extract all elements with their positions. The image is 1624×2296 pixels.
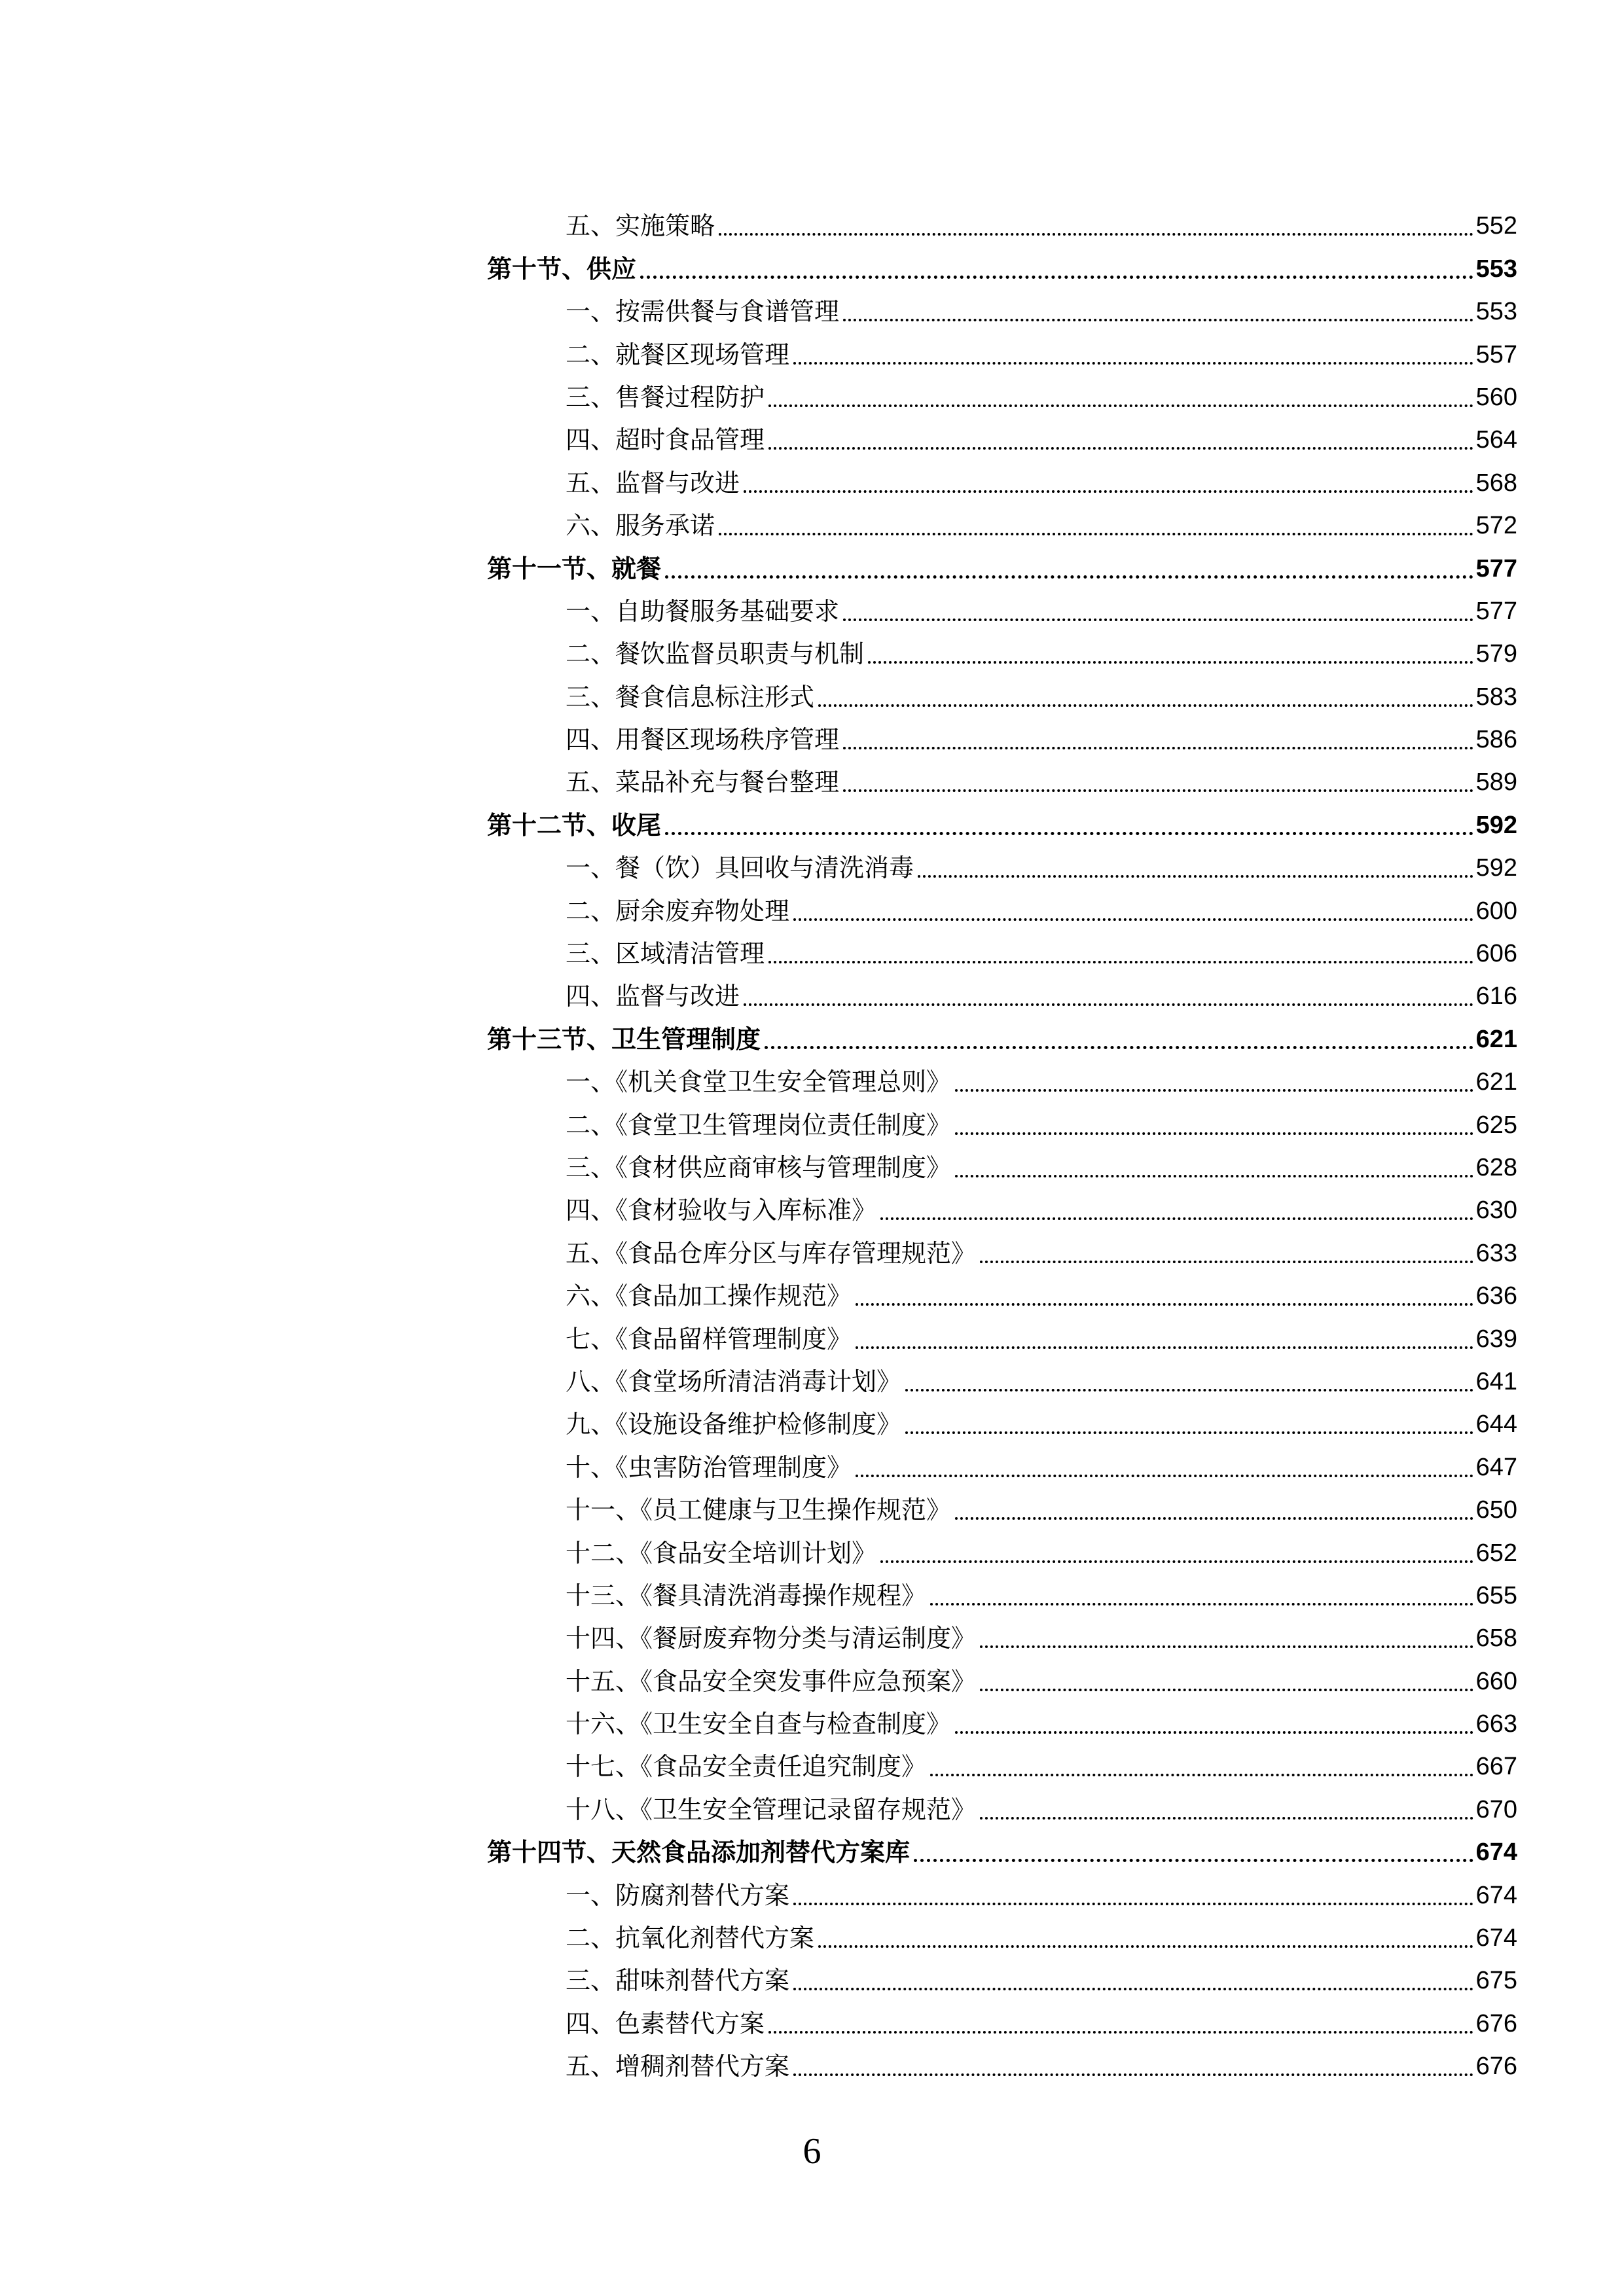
toc-section-entry[interactable] (487, 798, 1517, 841)
toc-subsection-entry[interactable] (487, 1355, 1517, 1398)
dot-leader (765, 1046, 1473, 1049)
toc-subsection-entry[interactable] (487, 585, 1517, 628)
toc-entry-title: 十二、《食品安全培训计划》 (566, 1538, 877, 1568)
toc-entry-title: 十八、《卫生安全管理记录留存规范》 (566, 1795, 977, 1824)
dot-leader (856, 1346, 1473, 1349)
dot-leader (955, 1517, 1473, 1520)
toc-entry-page: 568 (1475, 469, 1517, 497)
toc-entry-title: 三、餐食信息标注形式 (566, 682, 815, 711)
toc-entry-title: 五、《食品仓库分区与库存管理规范》 (566, 1238, 977, 1268)
toc-entry-title: 七、《食品留样管理制度》 (566, 1324, 852, 1354)
toc-subsection-entry[interactable] (487, 1484, 1517, 1526)
toc-subsection-entry[interactable] (487, 842, 1517, 884)
toc-entry-page: 616 (1475, 982, 1517, 1011)
toc-entry-page: 557 (1475, 340, 1517, 368)
dot-leader (843, 619, 1473, 621)
toc-entry-page: 676 (1475, 2053, 1517, 2081)
toc-entry-page: 675 (1475, 1967, 1517, 1995)
dot-leader (980, 1689, 1473, 1691)
toc-entry-page: 667 (1475, 1753, 1517, 1781)
dot-leader (665, 832, 1473, 835)
toc-entry-page: 552 (1475, 212, 1517, 240)
dot-leader (955, 1731, 1473, 1734)
toc-entry-page: 663 (1475, 1710, 1517, 1738)
dot-leader (719, 233, 1473, 236)
table-of-contents (487, 200, 1517, 2083)
toc-entry-page: 636 (1475, 1282, 1517, 1310)
dot-leader (918, 875, 1473, 878)
toc-entry-title: 十四、《餐厨废弃物分类与清运制度》 (566, 1624, 977, 1653)
toc-entry-page: 644 (1475, 1410, 1517, 1439)
toc-entry-title: 一、《机关食堂卫生安全管理总则》 (566, 1067, 952, 1097)
dot-leader (930, 1603, 1473, 1605)
toc-entry-title: 三、《食材供应商审核与管理制度》 (566, 1153, 952, 1182)
toc-entry-title: 九、《设施设备维护检修制度》 (566, 1410, 902, 1439)
dot-leader (880, 1560, 1473, 1563)
toc-entry-page: 670 (1475, 1795, 1517, 1823)
toc-subsection-entry[interactable] (487, 1184, 1517, 1227)
dot-leader (880, 1217, 1473, 1220)
toc-entry-title: 二、《食堂卫生管理岗位责任制度》 (566, 1110, 952, 1139)
toc-entry-title: 三、甜味剂替代方案 (566, 1966, 790, 1996)
toc-subsection-entry[interactable] (487, 499, 1517, 542)
toc-section-entry[interactable] (487, 542, 1517, 584)
dot-leader (914, 1859, 1473, 1862)
toc-entry-title: 第十一节、就餐 (487, 554, 662, 583)
toc-entry-page: 606 (1475, 940, 1517, 968)
toc-subsection-entry[interactable] (487, 1912, 1517, 1954)
toc-entry-page: 674 (1475, 1881, 1517, 1909)
toc-entry-page: 660 (1475, 1667, 1517, 1695)
toc-entry-page: 633 (1475, 1239, 1517, 1267)
toc-entry-title: 第十四节、天然食品添加剂替代方案库 (487, 1838, 911, 1867)
dot-leader (719, 533, 1473, 535)
dot-leader (843, 319, 1473, 321)
dot-leader (793, 362, 1473, 365)
dot-leader (905, 1389, 1473, 1391)
dot-leader (930, 1774, 1473, 1776)
toc-subsection-entry[interactable] (487, 970, 1517, 1013)
toc-entry-page: 628 (1475, 1153, 1517, 1181)
dot-leader (843, 789, 1473, 792)
toc-subsection-entry[interactable] (487, 884, 1517, 927)
toc-entry-page: 577 (1475, 554, 1517, 583)
toc-entry-title: 五、菜品补充与餐台整理 (566, 768, 840, 797)
toc-entry-page: 592 (1475, 854, 1517, 882)
toc-entry-title: 十七、《食品安全责任追究制度》 (566, 1752, 927, 1782)
toc-entry-page: 553 (1475, 255, 1517, 283)
toc-subsection-entry[interactable] (487, 1783, 1517, 1825)
toc-subsection-entry[interactable] (487, 414, 1517, 456)
dot-leader (744, 490, 1473, 493)
toc-subsection-entry[interactable] (487, 1698, 1517, 1740)
toc-entry-title: 六、《食品加工操作规范》 (566, 1282, 852, 1311)
toc-entry-page: 560 (1475, 383, 1517, 411)
toc-subsection-entry[interactable] (487, 1227, 1517, 1269)
toc-entry-page: 647 (1475, 1453, 1517, 1481)
toc-subsection-entry[interactable] (487, 1270, 1517, 1312)
dot-leader (843, 747, 1473, 749)
dot-leader (868, 661, 1473, 664)
dot-leader (818, 1945, 1473, 1948)
toc-subsection-entry[interactable] (487, 756, 1517, 798)
dot-leader (793, 2073, 1473, 2076)
toc-subsection-entry[interactable] (487, 1398, 1517, 1441)
toc-entry-title: 一、按需供餐与食谱管理 (566, 297, 840, 327)
toc-subsection-entry[interactable] (487, 1612, 1517, 1655)
toc-entry-title: 十、《虫害防治管理制度》 (566, 1452, 852, 1482)
toc-subsection-entry[interactable] (487, 371, 1517, 414)
toc-entry-title: 五、实施策略 (566, 211, 715, 241)
toc-subsection-entry[interactable] (487, 456, 1517, 499)
toc-entry-page: 674 (1475, 1839, 1517, 1867)
dot-leader (768, 404, 1473, 407)
toc-entry-title: 二、就餐区现场管理 (566, 340, 790, 369)
toc-subsection-entry[interactable] (487, 1526, 1517, 1569)
toc-entry-title: 三、售餐过程防护 (566, 382, 765, 412)
toc-subsection-entry[interactable] (487, 1869, 1517, 1911)
toc-subsection-entry[interactable] (487, 1570, 1517, 1612)
toc-subsection-entry[interactable] (487, 670, 1517, 713)
toc-entry-title: 五、增稠剂替代方案 (566, 2052, 790, 2081)
toc-entry-title: 一、防腐剂替代方案 (566, 1880, 790, 1910)
toc-entry-page: 641 (1475, 1367, 1517, 1395)
dot-leader (856, 1303, 1473, 1306)
dot-leader (955, 1089, 1473, 1092)
toc-entry-title: 第十节、供应 (487, 254, 637, 283)
dot-leader (793, 918, 1473, 921)
toc-entry-page: 676 (1475, 2009, 1517, 2037)
toc-entry-page: 652 (1475, 1539, 1517, 1567)
toc-entry-page: 658 (1475, 1624, 1517, 1653)
dot-leader (856, 1475, 1473, 1477)
toc-subsection-entry[interactable] (487, 1655, 1517, 1697)
toc-entry-title: 三、区域清洁管理 (566, 939, 765, 969)
toc-entry-page: 600 (1475, 897, 1517, 925)
dot-leader (665, 575, 1473, 579)
toc-section-entry[interactable] (487, 242, 1517, 285)
toc-subsection-entry[interactable] (487, 328, 1517, 370)
toc-entry-page: 621 (1475, 1025, 1517, 1053)
toc-entry-page: 577 (1475, 597, 1517, 625)
toc-entry-title: 四、《食材验收与入库标准》 (566, 1196, 877, 1225)
toc-subsection-entry[interactable] (487, 1997, 1517, 2039)
toc-entry-page: 564 (1475, 426, 1517, 454)
dot-leader (768, 961, 1473, 963)
toc-entry-page: 674 (1475, 1924, 1517, 1952)
dot-leader (793, 1903, 1473, 1905)
toc-entry-page: 579 (1475, 640, 1517, 668)
toc-entry-page: 572 (1475, 512, 1517, 540)
toc-entry-title: 五、监督与改进 (566, 468, 740, 497)
toc-entry-title: 六、服务承诺 (566, 511, 715, 541)
toc-section-entry[interactable] (487, 1013, 1517, 1055)
toc-entry-title: 十一、《员工健康与卫生操作规范》 (566, 1496, 952, 1525)
dot-leader (818, 704, 1473, 707)
toc-entry-title: 四、监督与改进 (566, 982, 740, 1011)
page-number: 6 (803, 2131, 821, 2172)
dot-leader (980, 1261, 1473, 1263)
toc-entry-title: 二、餐饮监督员职责与机制 (566, 639, 865, 669)
toc-subsection-entry[interactable] (487, 285, 1517, 328)
dot-leader (793, 1988, 1473, 1990)
toc-subsection-entry[interactable] (487, 1098, 1517, 1141)
toc-entry-title: 一、餐（饮）具回收与清洗消毒 (566, 853, 914, 883)
dot-leader (768, 2031, 1473, 2034)
toc-subsection-entry[interactable] (487, 1740, 1517, 1783)
dot-leader (980, 1645, 1473, 1648)
toc-subsection-entry[interactable] (487, 927, 1517, 970)
toc-entry-page: 625 (1475, 1111, 1517, 1139)
toc-entry-title: 四、超时食品管理 (566, 425, 765, 455)
dot-leader (905, 1431, 1473, 1434)
toc-subsection-entry[interactable] (487, 1441, 1517, 1483)
toc-entry-page: 592 (1475, 811, 1517, 839)
toc-entry-page: 639 (1475, 1325, 1517, 1353)
toc-entry-title: 四、用餐区现场秩序管理 (566, 725, 840, 755)
toc-entry-title: 八、《食堂场所清洁消毒计划》 (566, 1367, 902, 1396)
toc-subsection-entry[interactable] (487, 1141, 1517, 1184)
toc-entry-page: 553 (1475, 298, 1517, 326)
toc-entry-page: 621 (1475, 1068, 1517, 1096)
toc-subsection-entry[interactable] (487, 2040, 1517, 2083)
toc-entry-title: 十三、《餐具清洗消毒操作规程》 (566, 1581, 927, 1610)
toc-entry-title: 十五、《食品安全突发事件应急预案》 (566, 1666, 977, 1696)
dot-leader (955, 1132, 1473, 1135)
toc-subsection-entry[interactable] (487, 713, 1517, 756)
toc-subsection-entry[interactable] (487, 628, 1517, 670)
toc-section-entry[interactable] (487, 1826, 1517, 1869)
dot-leader (768, 447, 1473, 450)
toc-subsection-entry[interactable] (487, 1056, 1517, 1098)
dot-leader (955, 1175, 1473, 1177)
toc-entry-page: 583 (1475, 683, 1517, 711)
dot-leader (640, 276, 1473, 279)
toc-entry-title: 十六、《卫生安全自查与检查制度》 (566, 1710, 952, 1739)
dot-leader (744, 1003, 1473, 1006)
toc-entry-page: 589 (1475, 768, 1517, 797)
toc-entry-title: 第十三节、卫生管理制度 (487, 1024, 761, 1054)
toc-entry-page: 630 (1475, 1196, 1517, 1225)
dot-leader (980, 1817, 1473, 1820)
toc-entry-title: 一、自助餐服务基础要求 (566, 596, 840, 626)
toc-entry-page: 586 (1475, 726, 1517, 754)
toc-entry-page: 655 (1475, 1581, 1517, 1609)
toc-entry-title: 二、厨余废弃物处理 (566, 896, 790, 925)
toc-subsection-entry[interactable] (487, 1954, 1517, 1997)
toc-entry-title: 四、色素替代方案 (566, 2009, 765, 2038)
toc-subsection-entry[interactable] (487, 200, 1517, 242)
toc-entry-page: 650 (1475, 1496, 1517, 1524)
toc-entry-title: 第十二节、收尾 (487, 810, 662, 840)
toc-entry-title: 二、抗氧化剂替代方案 (566, 1924, 815, 1953)
toc-subsection-entry[interactable] (487, 1312, 1517, 1355)
